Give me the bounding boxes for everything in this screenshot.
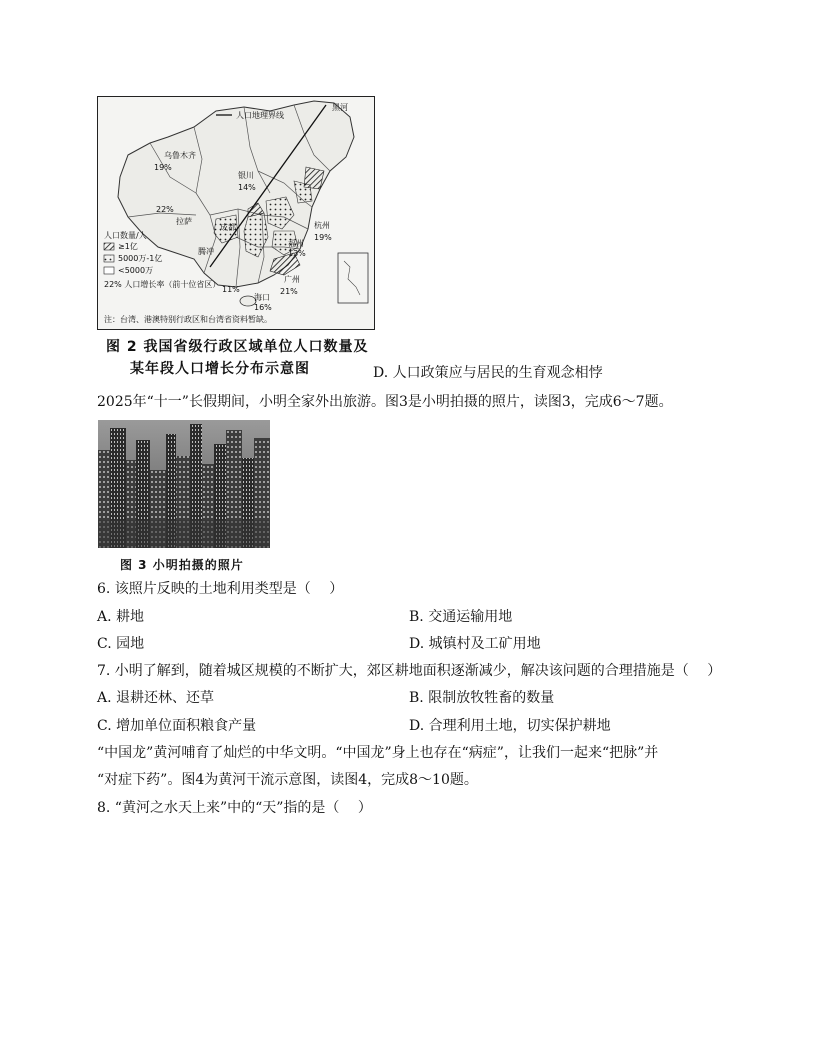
population-map-figure	[97, 96, 375, 330]
legend-title: 人口数量/人	[104, 231, 147, 240]
city-photo	[98, 420, 270, 548]
q7-option-a[interactable]: A. 退耕还林、还草	[97, 690, 215, 706]
q5-option-d: D. 人口政策应与居民的生育观念相悖	[373, 365, 603, 381]
city-tengchong: 腾冲	[198, 247, 214, 256]
q6-stem: 6. 该照片反映的土地利用类型是（ ）	[97, 581, 344, 597]
q6-option-b[interactable]: B. 交通运输用地	[409, 609, 513, 625]
map-note: 注：台湾、港澳特别行政区和台湾省资料暂缺。	[104, 315, 272, 324]
city-guangzhou: 广州	[284, 275, 300, 284]
q7-option-c[interactable]: C. 增加单位面积粮食产量	[97, 718, 257, 734]
china-map-graphic	[98, 97, 374, 329]
rate-tibet: 22%	[156, 205, 174, 214]
q6-option-a[interactable]: A. 耕地	[97, 609, 145, 625]
city-urumqi: 乌鲁木齐	[164, 151, 196, 160]
q8-stem: 8. “黄河之水天上来”中的“天”指的是（ ）	[97, 800, 372, 816]
city-hangzhou: 杭州	[314, 221, 330, 230]
figure3-caption: 图 3 小明拍摄的照片	[120, 558, 244, 572]
intro-questions-8-10-line2: “对症下药”。图4为黄河干流示意图，读图4，完成8～10题。	[97, 772, 478, 788]
q7-option-d[interactable]: D. 合理利用土地，切实保护耕地	[409, 718, 611, 734]
city-heihe: 黑河	[332, 103, 348, 112]
q6-option-c[interactable]: C. 园地	[97, 636, 145, 652]
city-haikou: 海口	[254, 293, 270, 302]
city-skyline-graphic	[98, 420, 270, 548]
q6-option-d[interactable]: D. 城镇村及工矿用地	[409, 636, 541, 652]
intro-questions-6-7: 2025年“十一”长假期间，小明全家外出旅游。图3是小明拍摄的照片，读图3，完成6～7题。	[97, 394, 673, 410]
rate-yinchuan: 14%	[238, 183, 256, 192]
figure2-caption-line1: 图 2 我国省级行政区域单位人口数量及	[106, 339, 369, 355]
city-lhasa: 拉萨	[176, 217, 192, 226]
rate-urumqi: 19%	[154, 163, 172, 172]
city-fuzhou: 福州	[288, 239, 304, 248]
rate-guangdong: 21%	[280, 287, 298, 296]
legend-item-under-50m: <5000万	[118, 266, 154, 275]
rate-hainan: 16%	[254, 303, 272, 312]
city-chengdu: 成都	[220, 223, 236, 232]
figure2-caption-line2: 某年段人口增长分布示意图	[130, 361, 310, 377]
rate-guangxi: 11%	[222, 285, 240, 294]
q7-stem: 7. 小明了解到，随着城区规模的不断扩大，郊区耕地面积逐渐减少，解决该问题的合理措施是（ ）	[97, 663, 722, 679]
legend-item-over-100m: ≥1亿	[118, 242, 138, 251]
intro-questions-8-10-line1: “中国龙”黄河哺育了灿烂的中华文明。“中国龙”身上也存在“病症”，让我们一起来“把脉”并	[97, 745, 659, 761]
rate-hangzhou: 19%	[314, 233, 332, 242]
legend-growth-rate: 22% 人口增长率（前十位省区）	[104, 280, 221, 289]
legend-item-50m-100m: 5000万-1亿	[118, 254, 163, 263]
q7-option-b[interactable]: B. 限制放牧牲畜的数量	[409, 690, 555, 706]
legend-line-label: 人口地理界线	[236, 111, 284, 120]
city-yinchuan: 银川	[238, 171, 254, 180]
rate-fuzhou: 13%	[288, 249, 306, 258]
